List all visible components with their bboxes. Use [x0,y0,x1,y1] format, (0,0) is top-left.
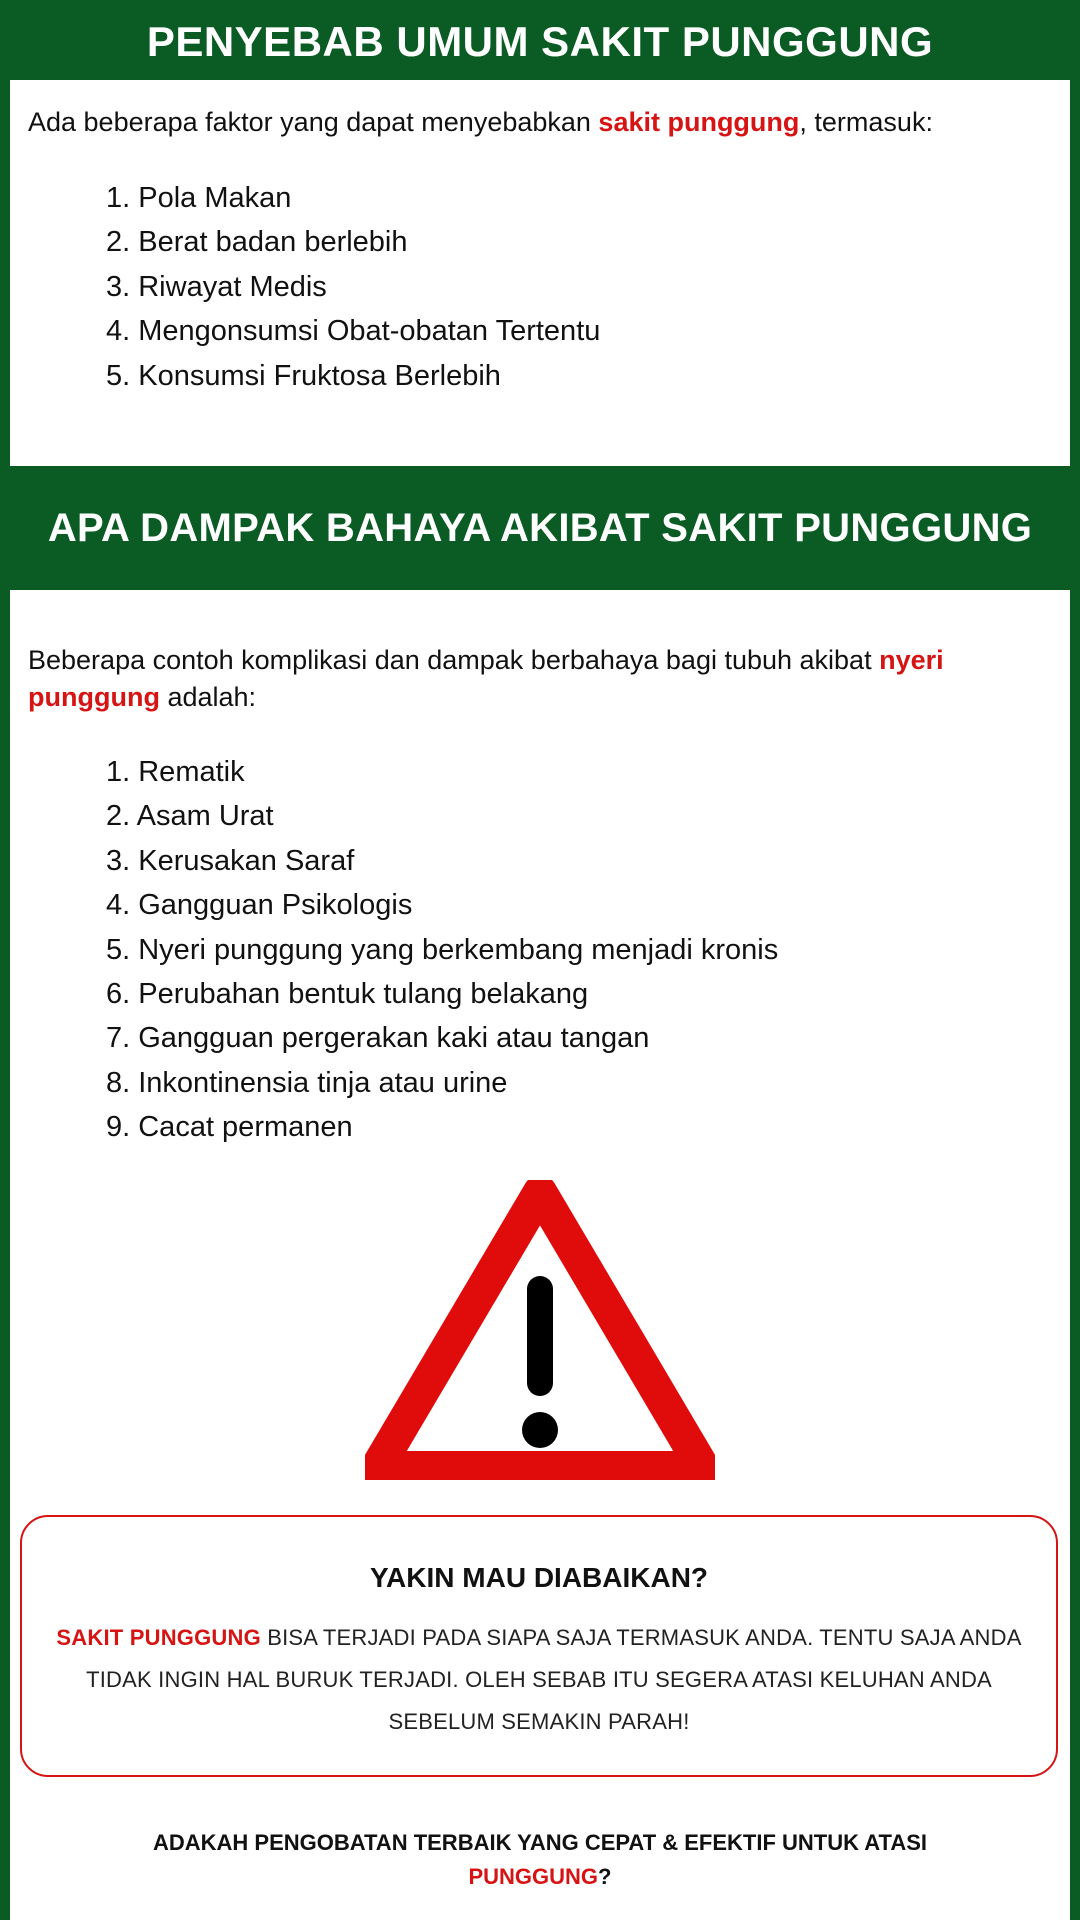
warning-triangle-icon [365,1180,715,1480]
list-item: 1. Rematik [106,756,245,788]
question-suffix: ? [598,1864,612,1889]
list-item: 2. Berat badan berlebih [106,226,408,259]
list-item: 5. Nyeri punggung yang berkembang menjadi kronis [106,933,779,966]
treatment-question [90,1826,990,1894]
callout-body: BISA TERJADI PADA SIAPA SAJA TERMASUK ANDA. TENTU SAJA ANDA TIDAK INGIN HAL BURUK TERJADI. OLEH SEBAB ITU SEGERA ATASI KELUHAN ANDA SEBELUM SEMAKIN PARAH! [86,1625,1022,1734]
warning-callout [20,1515,1058,1777]
section-title-causes: PENYEBAB UMUM SAKIT PUNGGUNG [146,18,934,65]
list-item: 7. Gangguan pergerakan kaki atau tangan [106,1022,650,1055]
list-item: 3. Riwayat Medis [106,270,327,303]
causes-list [106,176,600,398]
list-item: 2. Asam Urat [106,800,274,833]
callout-text [36,1617,1042,1743]
causes-panel [10,80,1070,466]
list-item: 4. Mengonsumsi Obat-obatan Tertentu [106,315,601,348]
dangers-intro-suffix: adalah: [159,682,257,712]
callout-highlight: SAKIT PUNGGUNG [56,1625,261,1650]
dangers-intro-highlight: nyeri punggung [28,645,944,712]
list-item: 9. Cacat permanen [106,1111,353,1144]
question-text: ADAKAH PENGOBATAN TERBAIK YANG CEPAT & EFEKTIF UNTUK ATASI [152,1830,928,1855]
causes-intro [28,104,1052,141]
list-item: 1. Pola Makan [106,182,292,214]
dangers-panel [10,590,1070,1920]
causes-intro-highlight: sakit punggung [598,107,800,137]
question-highlight: PUNGGUNG [468,1864,599,1889]
list-item: 5. Konsumsi Fruktosa Berlebih [106,359,501,392]
list-item: 3. Kerusakan Saraf [106,844,355,877]
dangers-intro-text: Beberapa contoh komplikasi dan dampak berbahaya bagi tubuh akibat [28,645,880,675]
causes-intro-text: Ada beberapa faktor yang dapat menyebabkan [28,107,599,137]
list-item: 6. Perubahan bentuk tulang belakang [106,977,589,1010]
dangers-list [106,750,778,1150]
callout-title: YAKIN MAU DIABAIKAN? [369,1562,709,1593]
list-item: 8. Inkontinensia tinja atau urine [106,1066,508,1099]
causes-intro-suffix: , termasuk: [799,107,933,137]
dangers-intro [28,642,1052,716]
list-item: 4. Gangguan Psikologis [106,889,413,922]
section-title-dangers: APA DAMPAK BAHAYA AKIBAT SAKIT PUNGGUNG [47,506,1033,550]
